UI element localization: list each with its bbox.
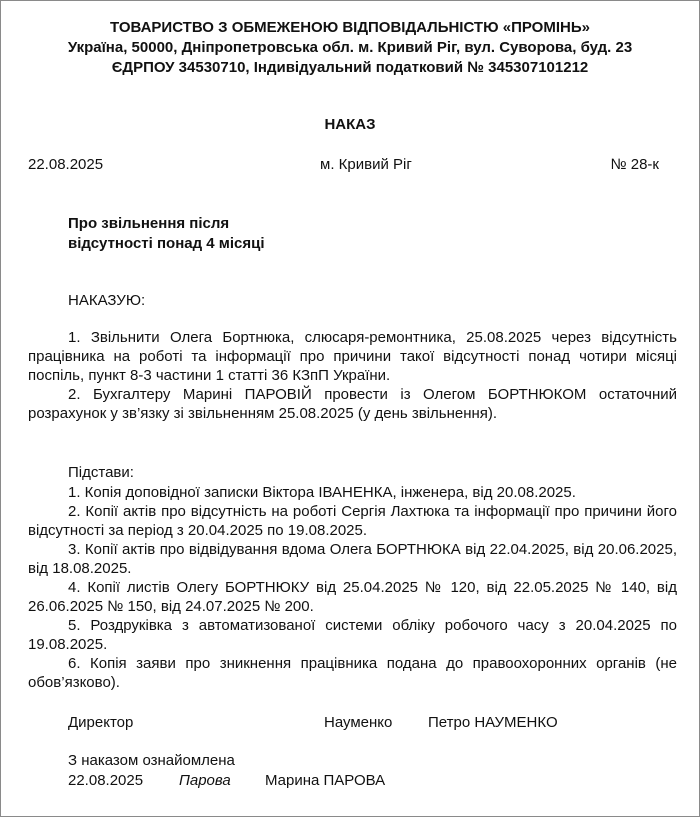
subject-line-1: Про звільнення після: [68, 215, 230, 232]
order-item: 1. Звільнити Олега Бортнюка, слюсаря-ремонтника, 25.08.2025 через відсутність працівника на роботі та інформації про причини такої відсутності понад чотири місяці поспіль, пункт 8-3 частини 1 статті 36 КЗпП України.: [28, 329, 677, 384]
basis-item: 5. Роздруківка з автоматизованої системи обліку робочого часу з 20.04.2025 по 19.08.2025.: [28, 617, 677, 653]
document-city: м. Кривий Ріг: [320, 156, 412, 173]
document-number: № 28-к: [610, 156, 659, 173]
basis-item: 3. Копії актів про відвідування вдома Олега БОРТНЮКА від 22.04.2025, від 20.06.2025, від 18.08.2025.: [28, 541, 677, 577]
acknowledgement-signature: Парова: [179, 772, 231, 789]
order-word: НАКАЗУЮ:: [68, 292, 146, 309]
document-subject: [68, 214, 265, 254]
signatory-name: Петро НАУМЕНКО: [428, 714, 558, 731]
basis-item: 6. Копія заяви про зникнення працівника подана до правоохоронних органів (не обов’язково).: [28, 655, 677, 691]
document-meta: [28, 156, 659, 176]
basis-item: 4. Копії листів Олегу БОРТНЮКУ від 25.04.2025 № 120, від 22.05.2025 № 140, від 26.06.2025 № 150, від 24.07.2025 № 200.: [28, 579, 677, 615]
signatory-position: Директор: [68, 714, 134, 731]
letterhead: [1, 1, 699, 78]
document-date: 22.08.2025: [28, 156, 104, 173]
signatory-signature: Науменко: [324, 714, 393, 731]
order-item: 2. Бухгалтеру Марині ПАРОВІЙ провести із Олегом БОРТНЮКОМ остаточний розрахунок у зв’язку зі звільненням 25.08.2025 (у день звільнення).: [28, 386, 677, 422]
basis-item: 2. Копії актів про відсутність на роботі Сергія Лахтюка та інформації про причини його відсутності за період з 20.04.2025 по 19.08.2025.: [28, 503, 677, 539]
subject-line-2: відсутності понад 4 місяці: [68, 235, 265, 252]
company-address: Україна, 50000, Дніпропетровська обл. м. Кривий Ріг, вул. Суворова, буд. 23: [67, 39, 633, 56]
acknowledgement-label: З наказом ознайомлена: [68, 752, 235, 769]
acknowledgement-name: Марина ПАРОВА: [265, 772, 386, 789]
order-items: [28, 328, 677, 423]
document-title: НАКАЗ: [324, 116, 376, 133]
basis-list: [28, 483, 677, 692]
acknowledgement-date: 22.08.2025: [68, 772, 144, 789]
company-name: ТОВАРИСТВО З ОБМЕЖЕНОЮ ВІДПОВІДАЛЬНІСТЮ «ПРОМІНЬ»: [110, 19, 590, 36]
basis-item: 1. Копія доповідної записки Віктора ІВАНЕНКА, інженера, від 20.08.2025.: [68, 484, 576, 501]
company-codes: ЄДРПОУ 34530710, Індивідуальний податковий № 345307101212: [111, 59, 589, 76]
basis-title: Підстави:: [68, 464, 134, 481]
